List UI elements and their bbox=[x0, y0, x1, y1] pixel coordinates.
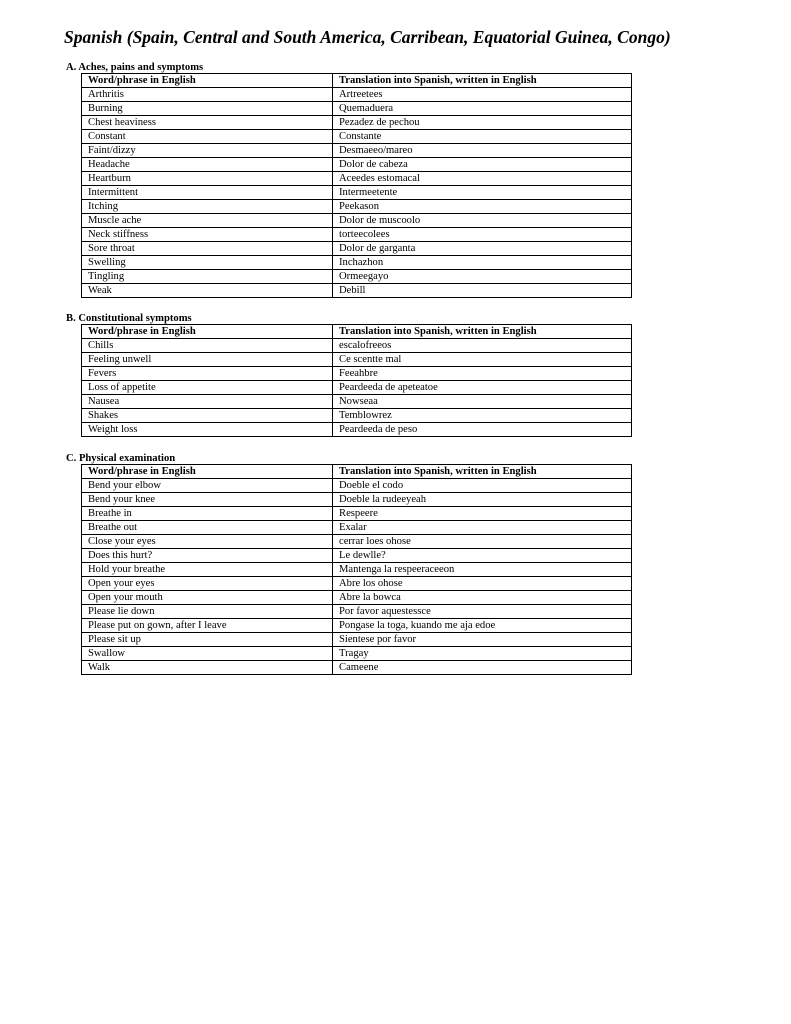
translation-cell: Ce scentte mal bbox=[333, 353, 632, 367]
section-constitutional bbox=[66, 313, 632, 437]
english-cell: Constant bbox=[82, 130, 333, 144]
table-row bbox=[82, 130, 632, 144]
english-cell: Itching bbox=[82, 200, 333, 214]
english-cell: Bend your elbow bbox=[82, 479, 333, 493]
vocab-table bbox=[81, 464, 632, 675]
translation-cell: Abre los ohose bbox=[333, 577, 632, 591]
section-heading: B. Constitutional symptoms bbox=[66, 313, 192, 324]
translation-cell: Peardeeda de peso bbox=[333, 423, 632, 437]
english-cell: Nausea bbox=[82, 395, 333, 409]
table-row bbox=[82, 367, 632, 381]
translation-cell: Desmaeeo/mareo bbox=[333, 144, 632, 158]
table-row bbox=[82, 591, 632, 605]
translation-cell: Quemaduera bbox=[333, 102, 632, 116]
table-row bbox=[82, 577, 632, 591]
english-cell: Open your eyes bbox=[82, 577, 333, 591]
translation-cell: Ormeegayo bbox=[333, 270, 632, 284]
table-row bbox=[82, 521, 632, 535]
translation-cell: Cameene bbox=[333, 661, 632, 675]
table-row bbox=[82, 144, 632, 158]
english-cell: Headache bbox=[82, 158, 333, 172]
english-cell: Arthritis bbox=[82, 88, 333, 102]
column-header-english: Word/phrase in English bbox=[82, 465, 333, 479]
english-cell: Heartburn bbox=[82, 172, 333, 186]
table-row bbox=[82, 647, 632, 661]
translation-cell: Respeere bbox=[333, 507, 632, 521]
section-heading: C. Physical examination bbox=[66, 453, 176, 464]
table-row bbox=[82, 563, 632, 577]
english-cell: Tingling bbox=[82, 270, 333, 284]
vocab-table bbox=[81, 324, 632, 437]
english-cell: Swelling bbox=[82, 256, 333, 270]
translation-cell: Dolor de cabeza bbox=[333, 158, 632, 172]
translation-cell: Inchazhon bbox=[333, 256, 632, 270]
table-row bbox=[82, 493, 632, 507]
english-cell: Burning bbox=[82, 102, 333, 116]
table-row bbox=[82, 409, 632, 423]
translation-cell: Peardeeda de apeteatoe bbox=[333, 381, 632, 395]
translation-cell: Sientese por favor bbox=[333, 633, 632, 647]
translation-cell: Por favor aquestessce bbox=[333, 605, 632, 619]
english-cell: Loss of appetite bbox=[82, 381, 333, 395]
translation-cell: Dolor de garganta bbox=[333, 242, 632, 256]
english-cell: Intermittent bbox=[82, 186, 333, 200]
table-row bbox=[82, 381, 632, 395]
english-cell: Weak bbox=[82, 284, 333, 298]
translation-cell: Mantenga la respeeraceeon bbox=[333, 563, 632, 577]
translation-cell: Dolor de muscoolo bbox=[333, 214, 632, 228]
english-cell: Close your eyes bbox=[82, 535, 333, 549]
table-header-row bbox=[82, 325, 632, 339]
column-header-translation: Translation into Spanish, written in English bbox=[333, 74, 632, 88]
table-row bbox=[82, 270, 632, 284]
english-cell: Fevers bbox=[82, 367, 333, 381]
section-heading: A. Aches, pains and symptoms bbox=[66, 62, 204, 73]
table-row bbox=[82, 661, 632, 675]
english-cell: Faint/dizzy bbox=[82, 144, 333, 158]
column-header-english: Word/phrase in English bbox=[82, 325, 333, 339]
translation-cell: escalofreeos bbox=[333, 339, 632, 353]
translation-cell: Doeble el codo bbox=[333, 479, 632, 493]
table-row bbox=[82, 535, 632, 549]
english-cell: Breathe in bbox=[82, 507, 333, 521]
table-row bbox=[82, 549, 632, 563]
table-row bbox=[82, 172, 632, 186]
table-row bbox=[82, 619, 632, 633]
table-row bbox=[82, 605, 632, 619]
table-row bbox=[82, 395, 632, 409]
table-row bbox=[82, 102, 632, 116]
english-cell: Sore throat bbox=[82, 242, 333, 256]
table-row bbox=[82, 200, 632, 214]
english-cell: Hold your breathe bbox=[82, 563, 333, 577]
translation-cell: Pongase la toga, kuando me aja edoe bbox=[333, 619, 632, 633]
english-cell: Muscle ache bbox=[82, 214, 333, 228]
table-row bbox=[82, 242, 632, 256]
table-header-row bbox=[82, 74, 632, 88]
table-header-row bbox=[82, 465, 632, 479]
translation-cell: Pezadez de pechou bbox=[333, 116, 632, 130]
table-row bbox=[82, 116, 632, 130]
english-cell: Chest heaviness bbox=[82, 116, 333, 130]
english-cell: Bend your knee bbox=[82, 493, 333, 507]
english-cell: Feeling unwell bbox=[82, 353, 333, 367]
translation-cell: Peekason bbox=[333, 200, 632, 214]
english-cell: Open your mouth bbox=[82, 591, 333, 605]
english-cell: Please sit up bbox=[82, 633, 333, 647]
translation-cell: Artreetees bbox=[333, 88, 632, 102]
table-row bbox=[82, 423, 632, 437]
vocab-table bbox=[81, 73, 632, 298]
column-header-translation: Translation into Spanish, written in English bbox=[333, 465, 632, 479]
english-cell: Does this hurt? bbox=[82, 549, 333, 563]
translation-cell: cerrar loes ohose bbox=[333, 535, 632, 549]
english-cell: Swallow bbox=[82, 647, 333, 661]
table-row bbox=[82, 228, 632, 242]
column-header-english: Word/phrase in English bbox=[82, 74, 333, 88]
english-cell: Shakes bbox=[82, 409, 333, 423]
translation-cell: Abre la bowca bbox=[333, 591, 632, 605]
table-row bbox=[82, 284, 632, 298]
translation-cell: Exalar bbox=[333, 521, 632, 535]
table-row bbox=[82, 186, 632, 200]
translation-cell: Temblowrez bbox=[333, 409, 632, 423]
english-cell: Chills bbox=[82, 339, 333, 353]
table-row bbox=[82, 633, 632, 647]
column-header-translation: Translation into Spanish, written in English bbox=[333, 325, 632, 339]
translation-cell: Doeble la rudeeyeah bbox=[333, 493, 632, 507]
table-row bbox=[82, 256, 632, 270]
english-cell: Breathe out bbox=[82, 521, 333, 535]
translation-cell: Constante bbox=[333, 130, 632, 144]
translation-cell: Intermeetente bbox=[333, 186, 632, 200]
page-title: Spanish (Spain, Central and South America, Carribean, Equatorial Guinea, Congo) bbox=[64, 27, 671, 47]
translation-cell: Debill bbox=[333, 284, 632, 298]
english-cell: Please lie down bbox=[82, 605, 333, 619]
table-row bbox=[82, 214, 632, 228]
translation-cell: Feeahbre bbox=[333, 367, 632, 381]
table-row bbox=[82, 507, 632, 521]
translation-cell: Nowseaa bbox=[333, 395, 632, 409]
translation-cell: torteecolees bbox=[333, 228, 632, 242]
section-aches-pains bbox=[66, 62, 632, 298]
translation-cell: Aceedes estomacal bbox=[333, 172, 632, 186]
section-physical-exam bbox=[66, 453, 632, 675]
english-cell: Weight loss bbox=[82, 423, 333, 437]
table-row bbox=[82, 353, 632, 367]
table-row bbox=[82, 88, 632, 102]
table-row bbox=[82, 339, 632, 353]
english-cell: Walk bbox=[82, 661, 333, 675]
table-row bbox=[82, 479, 632, 493]
english-cell: Please put on gown, after I leave bbox=[82, 619, 333, 633]
translation-cell: Tragay bbox=[333, 647, 632, 661]
translation-cell: Le dewlle? bbox=[333, 549, 632, 563]
table-row bbox=[82, 158, 632, 172]
english-cell: Neck stiffness bbox=[82, 228, 333, 242]
